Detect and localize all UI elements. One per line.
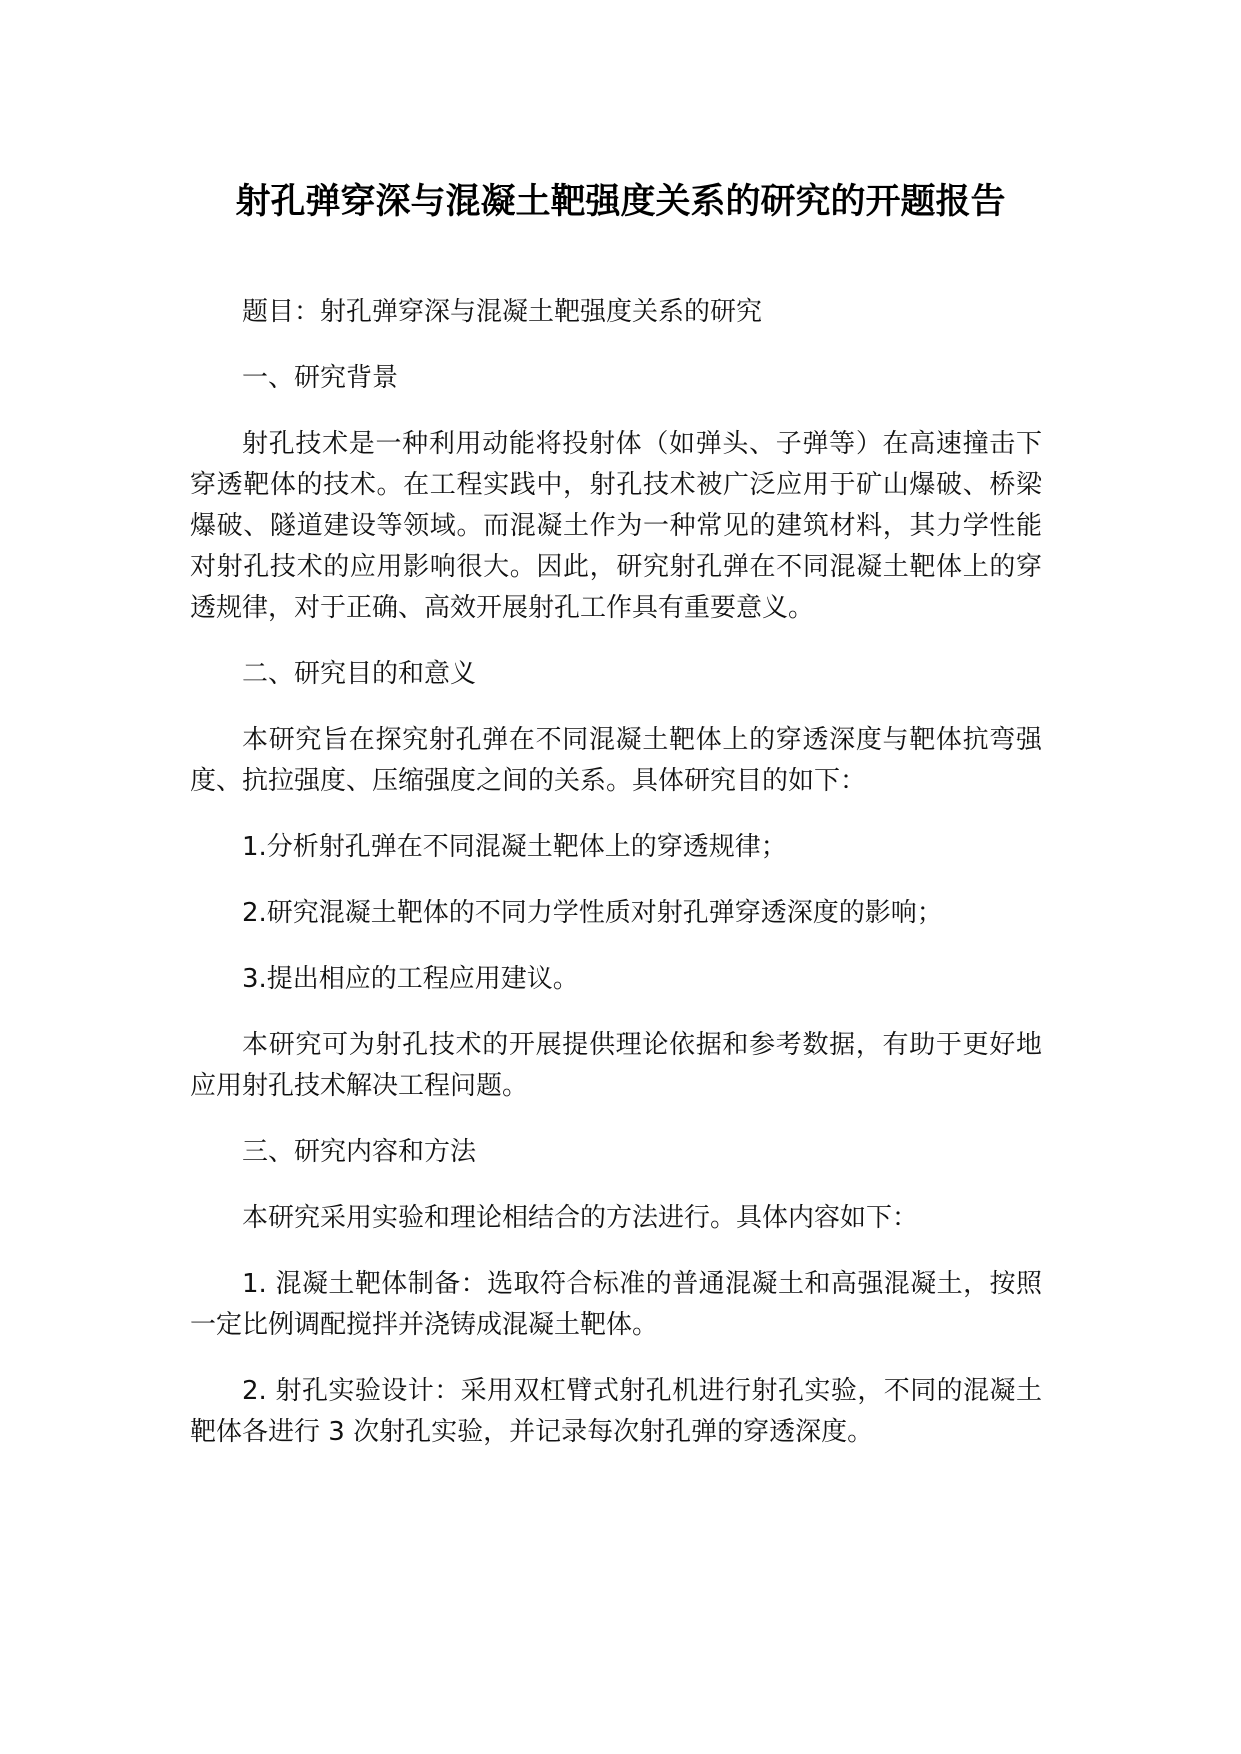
paragraph-background: 射孔技术是一种利用动能将投射体（如弹头、子弹等）在高速撞击下穿透靶体的技术。在工程实践中，射孔技术被广泛应用于矿山爆破、桥梁爆破、隧道建设等领域。而混凝土作为一种常见的建筑材料，其力学性能对射孔技术的应用影响很大。因此，研究射孔弹在不同混凝土靶体上的穿透规律，对于正确、高效开展射孔工作具有重要意义。 (190, 429, 1042, 623)
document-body (190, 292, 1042, 1478)
section-heading-methods: 三、研究内容和方法 (242, 1137, 477, 1167)
list-item: 2.研究混凝土靶体的不同力学性质对射孔弹穿透深度的影响； (242, 898, 943, 928)
document-title: 射孔弹穿深与混凝土靶强度关系的研究的开题报告 (235, 182, 1006, 222)
list-item: 2. 射孔实验设计：采用双杠臂式射孔机进行射孔实验，不同的混凝土靶体各进行 3 次射孔实验，并记录每次射孔弹的穿透深度。 (190, 1376, 1042, 1447)
topic-line: 题目：射孔弹穿深与混凝土靶强度关系的研究 (242, 297, 763, 327)
list-item: 3.提出相应的工程应用建议。 (242, 964, 579, 994)
paragraph-significance: 本研究可为射孔技术的开展提供理论依据和参考数据，有助于更好地应用射孔技术解决工程问题。 (190, 1030, 1042, 1101)
list-item: 1.分析射孔弹在不同混凝土靶体上的穿透规律； (242, 832, 787, 862)
section-heading-background: 一、研究背景 (242, 363, 399, 393)
paragraph-methods-intro: 本研究采用实验和理论相结合的方法进行。具体内容如下： (242, 1203, 919, 1233)
paragraph-purpose: 本研究旨在探究射孔弹在不同混凝土靶体上的穿透深度与靶体抗弯强度、抗拉强度、压缩强度之间的关系。具体研究目的如下： (190, 725, 1042, 796)
list-item: 1. 混凝土靶体制备：选取符合标准的普通混凝土和高强混凝土，按照一定比例调配搅拌并浇铸成混凝土靶体。 (190, 1269, 1042, 1340)
section-heading-purpose: 二、研究目的和意义 (242, 659, 477, 689)
